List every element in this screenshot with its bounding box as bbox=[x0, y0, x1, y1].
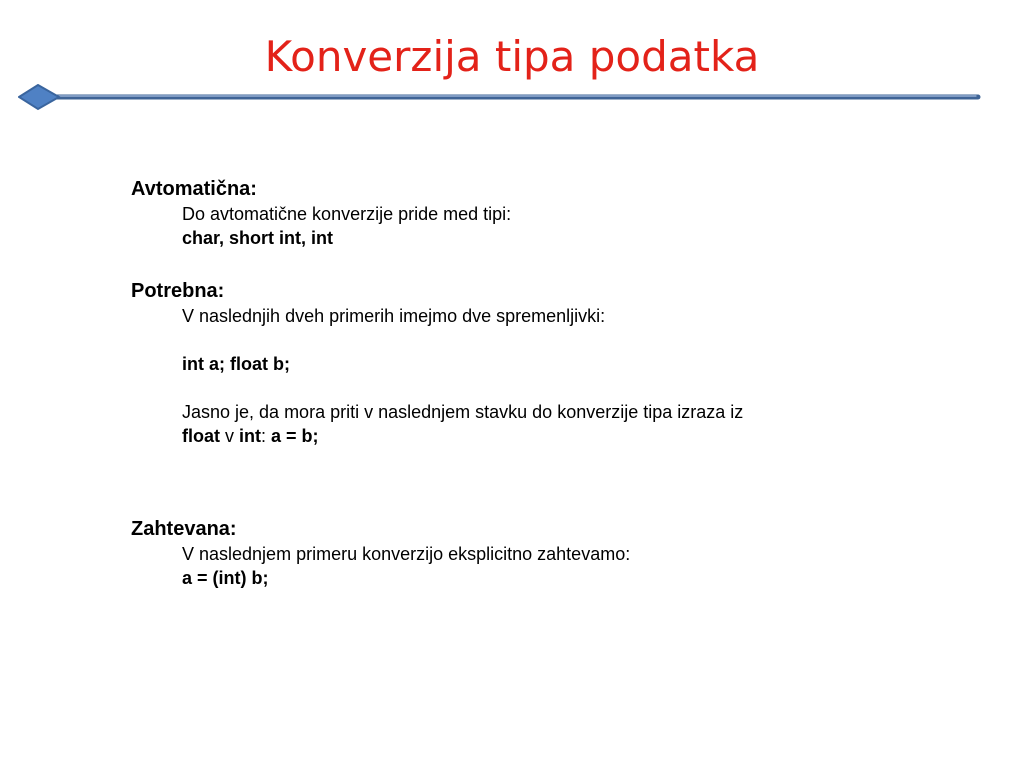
slide-title: Konverzija tipa podatka bbox=[264, 32, 760, 81]
slide-content bbox=[131, 176, 991, 590]
explicit-description: V naslednjem primeru konverzijo eksplicitno zahtevamo: bbox=[182, 544, 631, 564]
section-required bbox=[131, 278, 991, 448]
section-automatic bbox=[131, 176, 991, 250]
required-declaration: int a; float b; bbox=[182, 354, 290, 374]
required-conversion-line bbox=[182, 424, 991, 448]
automatic-description: Do avtomatične konverzije pride med tipi: bbox=[182, 204, 512, 224]
section-heading-explicit: Zahtevana: bbox=[131, 518, 237, 540]
section-heading-automatic: Avtomatična: bbox=[131, 178, 257, 200]
to-type: int bbox=[239, 426, 262, 446]
conversion-colon: : bbox=[261, 426, 272, 446]
explicit-cast: a = (int) b; bbox=[182, 568, 269, 588]
conversion-conj: v bbox=[220, 426, 240, 446]
automatic-types: char, short int, int bbox=[182, 228, 334, 248]
from-type: float bbox=[182, 426, 220, 446]
section-heading-required: Potrebna: bbox=[131, 280, 225, 302]
required-explanation: Jasno je, da mora priti v naslednjem stavku do konverzije tipa izraza iz bbox=[182, 402, 744, 422]
diamond-icon bbox=[19, 85, 59, 109]
section-explicit bbox=[131, 516, 991, 590]
title-rule bbox=[18, 84, 982, 114]
assignment-statement: a = b; bbox=[271, 426, 319, 446]
required-description: V naslednjih dveh primerih imejmo dve spremenljivki: bbox=[182, 306, 606, 326]
